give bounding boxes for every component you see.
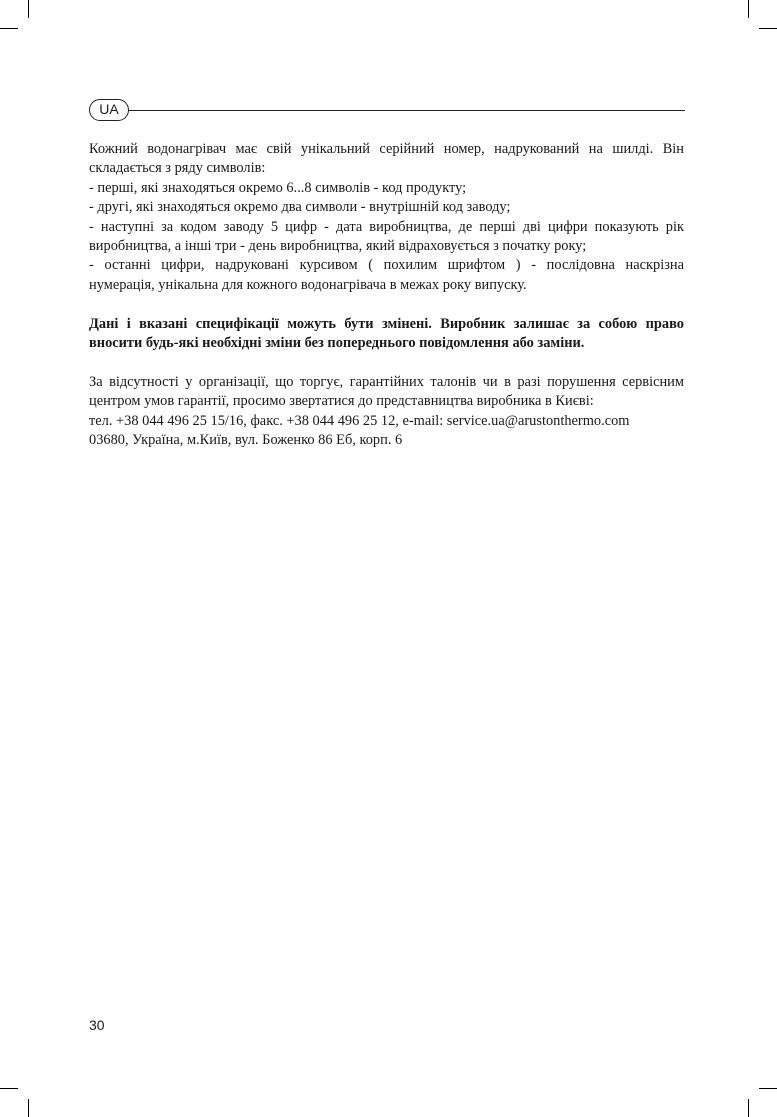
page-number: 30	[89, 1017, 105, 1033]
text-line: - наступні за кодом заводу 5 цифр - дата виробництва, де перші дві цифри показують рік	[89, 218, 684, 235]
specification-notice	[89, 315, 684, 354]
crop-mark	[0, 28, 18, 29]
header-rule	[129, 110, 685, 111]
language-badge: UA	[89, 99, 129, 121]
page-content	[89, 140, 684, 451]
text-line: - останні цифри, надруковані курсивом ( похилим шрифтом ) - послідовна наскрізна	[89, 257, 684, 274]
text-line: складається з ряду символів:	[89, 160, 266, 177]
crop-mark	[748, 0, 749, 18]
crop-mark	[759, 1088, 777, 1089]
crop-mark	[759, 28, 777, 29]
text-line: виробництва, а інші три - день виробництва, який відраховується з початку року;	[89, 238, 587, 255]
paragraph-spacer	[89, 295, 684, 315]
crop-mark	[0, 1088, 18, 1089]
paragraph-spacer	[89, 354, 684, 374]
text-line: - перші, які знаходяться окремо 6...8 символів - код продукту;	[89, 179, 467, 196]
text-line: нумерація, унікальна для кожного водонагрівача в межах року випуску.	[89, 276, 527, 293]
text-line: За відсутності у організації, що торгує, гарантійних талонів чи в разі порушення сервісним	[89, 374, 684, 391]
serial-number-paragraph	[89, 140, 684, 295]
address: 03680, Україна, м.Київ, вул. Боженко 86 Еб, корп. 6	[89, 432, 403, 449]
contact-paragraph	[89, 373, 684, 451]
text-line: - другі, які знаходяться окремо два символи - внутрішній код заводу;	[89, 199, 511, 216]
contact-details: тел. +38 044 496 25 15/16, факс. +38 044 496 25 12, e-mail: service.ua@arustonthermo.com	[89, 412, 630, 429]
text-line: вносити будь-які необхідні зміни без попереднього повідомлення або заміни.	[89, 335, 585, 352]
crop-mark	[748, 1099, 749, 1117]
text-line: Дані і вказані специфікації можуть бути змінені. Виробник залишає за собою право	[89, 315, 684, 332]
crop-mark	[28, 0, 29, 18]
text-line: центром умов гарантії, просимо звертатися до представництва виробника в Києві:	[89, 393, 594, 410]
crop-mark	[28, 1099, 29, 1117]
text-line: Кожний водонагрівач має свій унікальний серійний номер, надрукований на шилді. Він	[89, 141, 684, 157]
